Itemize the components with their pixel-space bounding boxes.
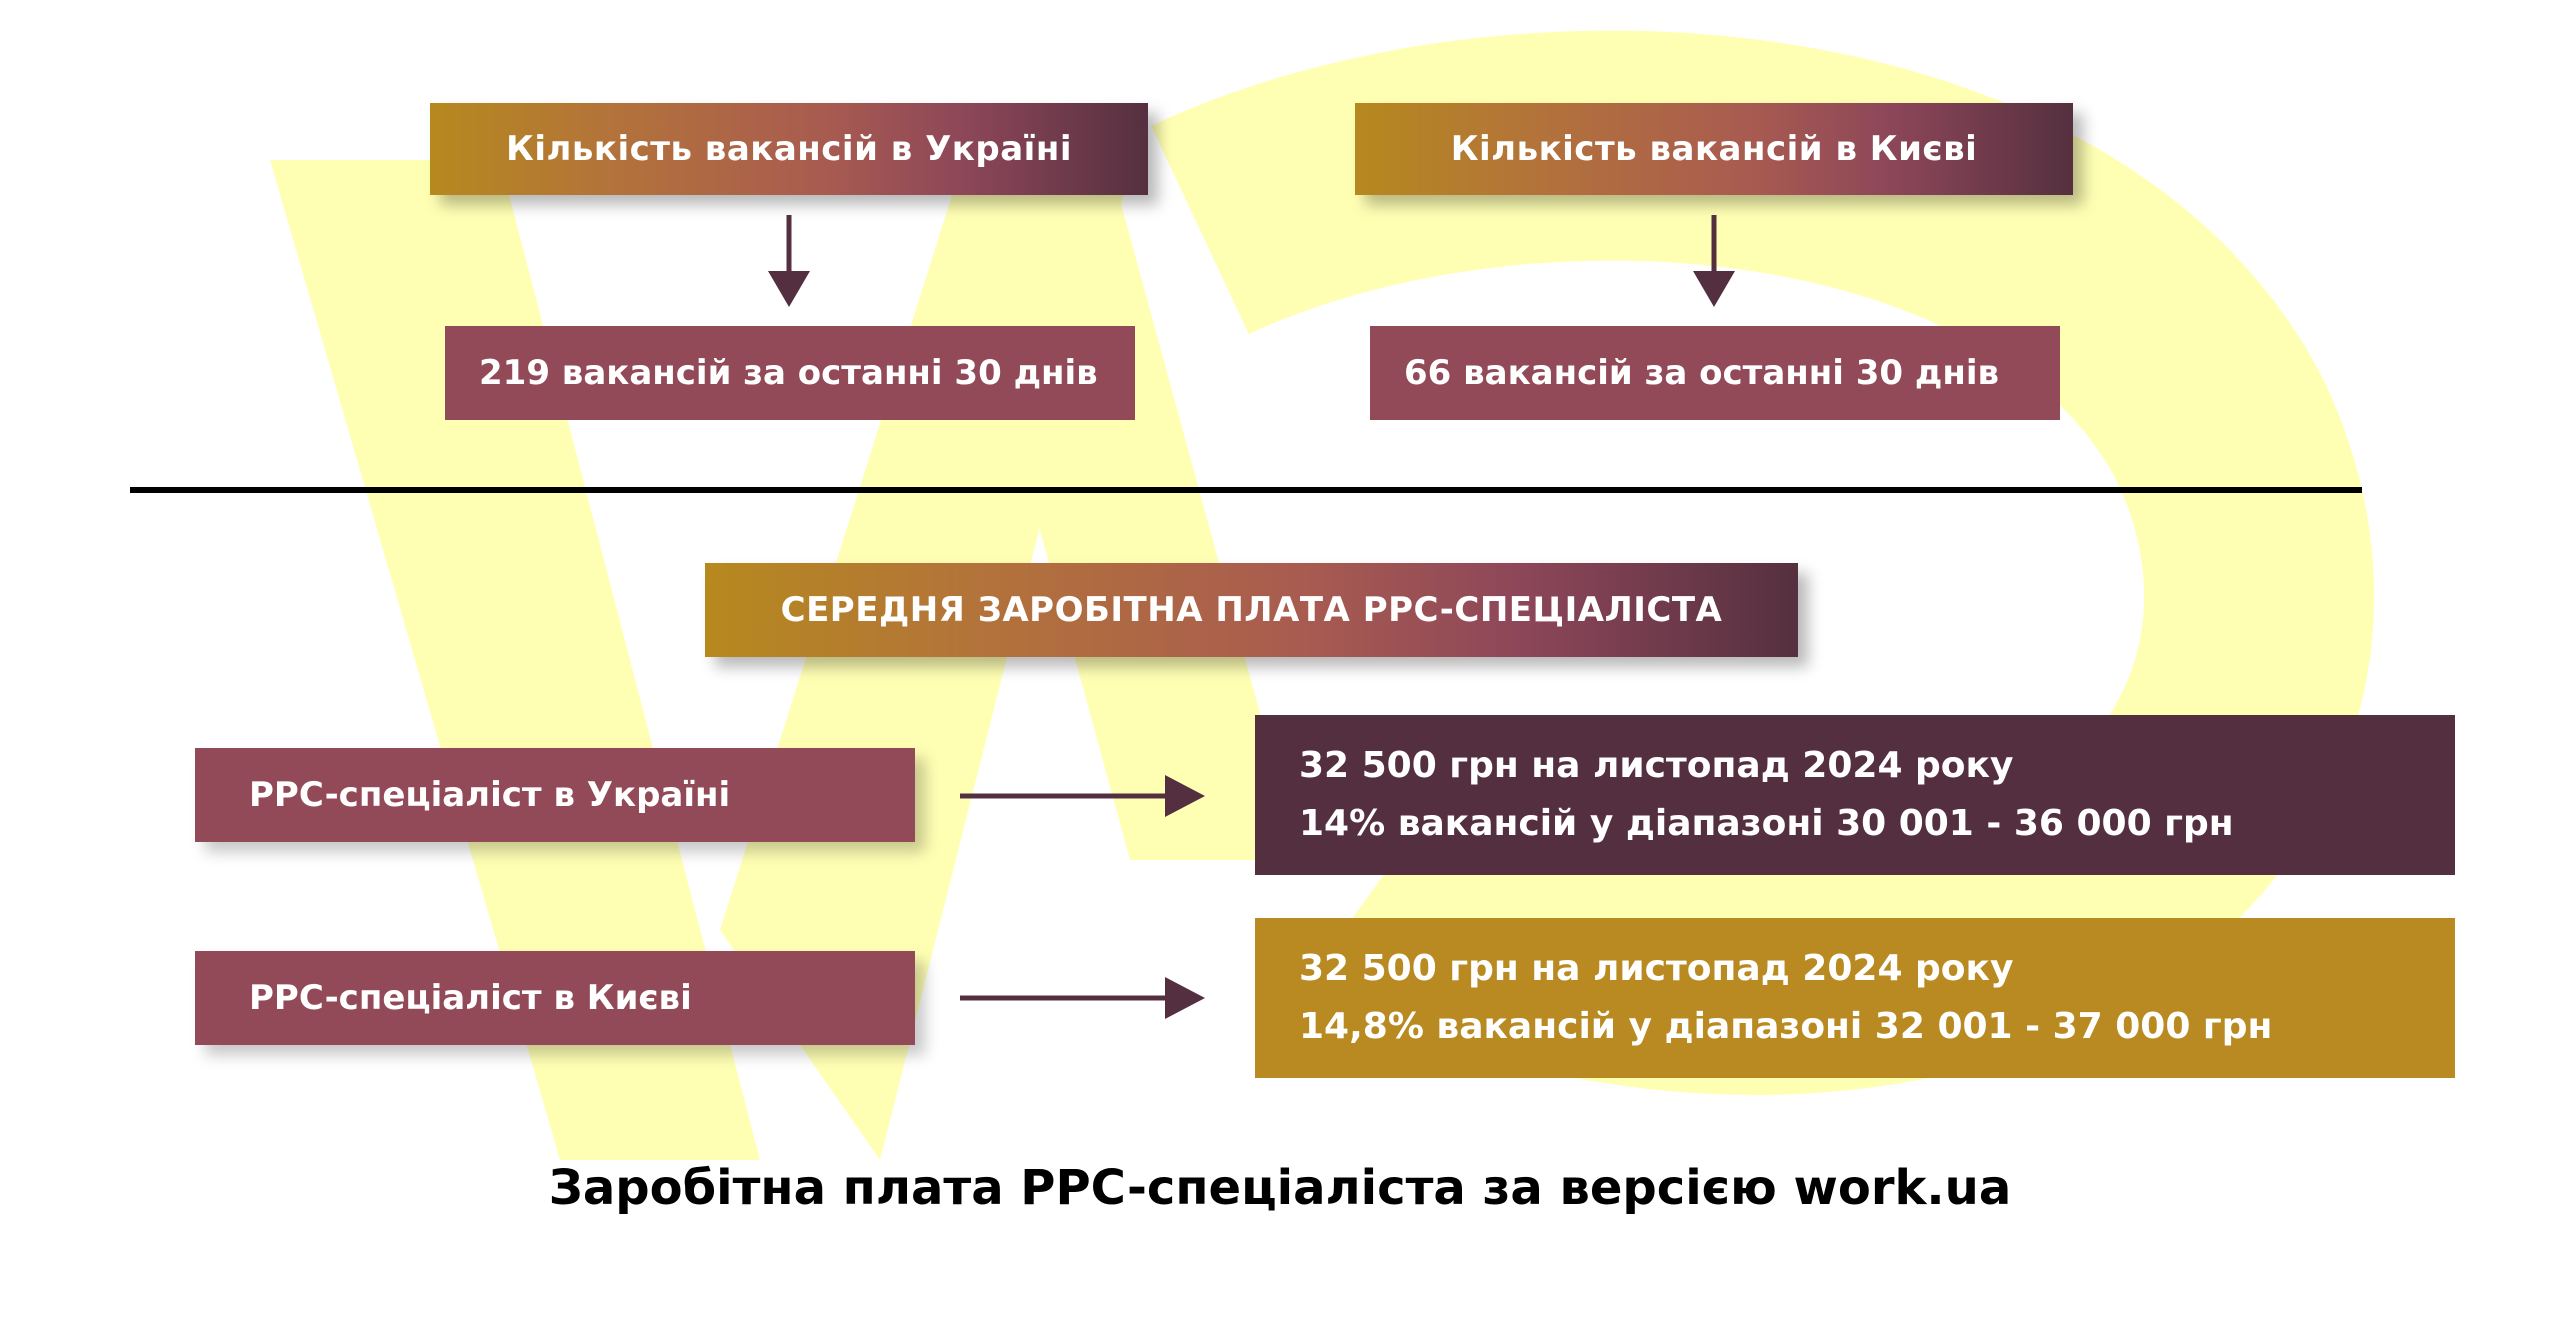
salary-row-label-kyiv — [195, 951, 915, 1045]
down-arrow-icon — [1693, 215, 1735, 307]
salary-row-label-ukraine — [195, 748, 915, 842]
ukraine-vacancies-value-label: 219 вакансій за останні 30 днів — [479, 353, 1098, 393]
salary-panel-kyiv — [1255, 918, 2455, 1078]
salary-section-title-label: СЕРЕДНЯ ЗАРОБІТНА ПЛАТА PPC-СПЕЦІАЛІСТА — [780, 590, 1723, 630]
figure-caption: Заробітна плата PPC-спеціаліста за версією work.ua — [548, 1160, 2012, 1216]
salary-section-title — [705, 563, 1798, 657]
kyiv-vacancies-header-label: Кількість вакансій в Києві — [1450, 129, 1978, 169]
salary-row-label-text: PPC-спеціаліст в Києві — [249, 978, 692, 1018]
salary-panel-line2: 14,8% вакансій у діапазоні 32 001 - 37 000 грн — [1299, 1006, 2273, 1047]
right-arrow-icon — [960, 977, 1205, 1019]
right-arrow-icon — [960, 775, 1205, 817]
kyiv-vacancies-header — [1355, 103, 2073, 195]
salary-row-label-text: PPC-спеціаліст в Україні — [249, 775, 731, 815]
ukraine-vacancies-header — [430, 103, 1148, 195]
section-divider — [130, 487, 2362, 493]
salary-panel-line2: 14% вакансій у діапазоні 30 001 - 36 000 грн — [1299, 803, 2234, 844]
kyiv-vacancies-value-label: 66 вакансій за останні 30 днів — [1404, 353, 2000, 393]
ukraine-vacancies-value — [445, 326, 1135, 420]
kyiv-vacancies-value — [1370, 326, 2060, 420]
salary-panel-ukraine — [1255, 715, 2455, 875]
ukraine-vacancies-header-label: Кількість вакансій в Україні — [506, 129, 1072, 169]
down-arrow-icon — [768, 215, 810, 307]
salary-panel-line1: 32 500 грн на листопад 2024 року — [1299, 948, 2014, 989]
salary-panel-line1: 32 500 грн на листопад 2024 року — [1299, 745, 2014, 786]
